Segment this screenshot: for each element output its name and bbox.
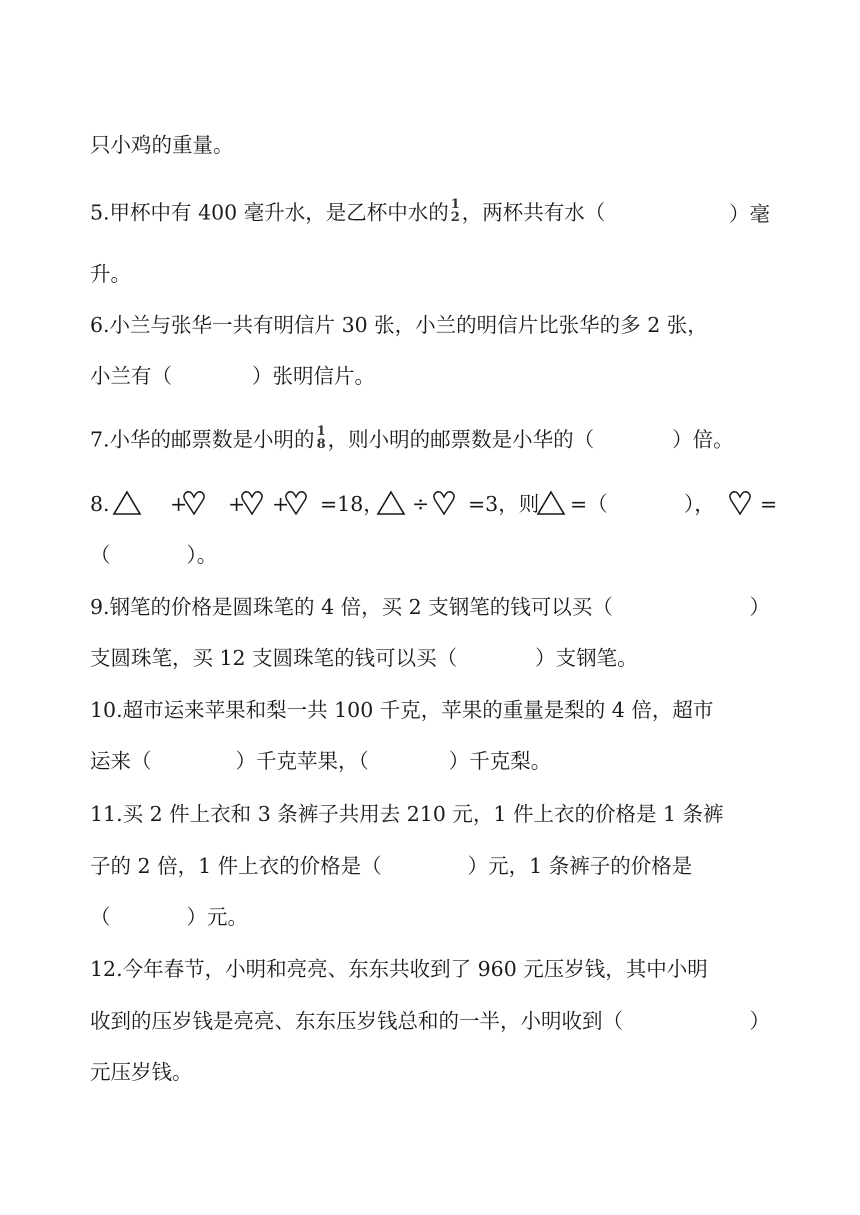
question-12-line-2: 收到的压岁钱是亮亮、东东压岁钱总和的一半，小明收到（ ） — [90, 1009, 770, 1033]
question-6-line-1: 6.小兰与张华一共有明信片 30 张，小兰的明信片比张华的多 2 张， — [90, 313, 708, 337]
heart-icon — [240, 490, 264, 516]
triangle-icon — [536, 490, 566, 516]
question-6-line-2: 小兰有（ ）张明信片。 — [90, 364, 375, 388]
triangle-icon — [376, 490, 406, 516]
question-5-line-1: 5.甲杯中有 400 毫升水，是乙杯中水的 1 2 ，两杯共有水（ ）毫 — [90, 197, 770, 226]
triangle-icon — [112, 490, 142, 516]
question-11-line-3: （ ）元。 — [90, 905, 248, 929]
question-10-line-1: 10.超市运来苹果和梨一共 100 千克，苹果的重量是梨的 4 倍，超市 — [90, 698, 714, 722]
line-continuation: 只小鸡的重量。 — [90, 133, 234, 157]
heart-icon — [284, 490, 308, 516]
question-10-line-2: 运来（ ）千克苹果，（ ）千克梨。 — [90, 749, 552, 773]
question-9-line-1: 9.钢笔的价格是圆珠笔的 4 倍，买 2 支钢笔的钱可以买（ ） — [90, 595, 770, 619]
question-8-line-2: （ ）。 — [90, 543, 218, 567]
question-11-line-2: 子的 2 倍，1 件上衣的价格是（ ）元，1 条裤子的价格是 — [90, 854, 693, 878]
question-12-line-1: 12.今年春节，小明和亮亮、东东共收到了 960 元压岁钱，其中小明 — [90, 957, 708, 981]
question-12-line-3: 元压岁钱。 — [90, 1060, 193, 1084]
answer-blank[interactable] — [610, 494, 680, 514]
heart-icon — [432, 490, 456, 516]
heart-icon — [182, 490, 206, 516]
fraction-one-half: 1 2 — [450, 197, 460, 226]
question-9-line-2: 支圆珠笔，买 12 支圆珠笔的钱可以买（ ）支钢笔。 — [90, 646, 638, 670]
question-11-line-1: 11.买 2 件上衣和 3 条裤子共用去 210 元，1 件上衣的价格是 1 条裤 — [90, 802, 724, 826]
question-5-line-2: 升。 — [90, 262, 131, 286]
heart-icon — [728, 490, 752, 516]
question-7: 7.小华的邮票数是小明的 1 8 ，则小明的邮票数是小华的（ ）倍。 — [90, 424, 734, 453]
fraction-one-eighth: 1 8 — [316, 424, 326, 453]
